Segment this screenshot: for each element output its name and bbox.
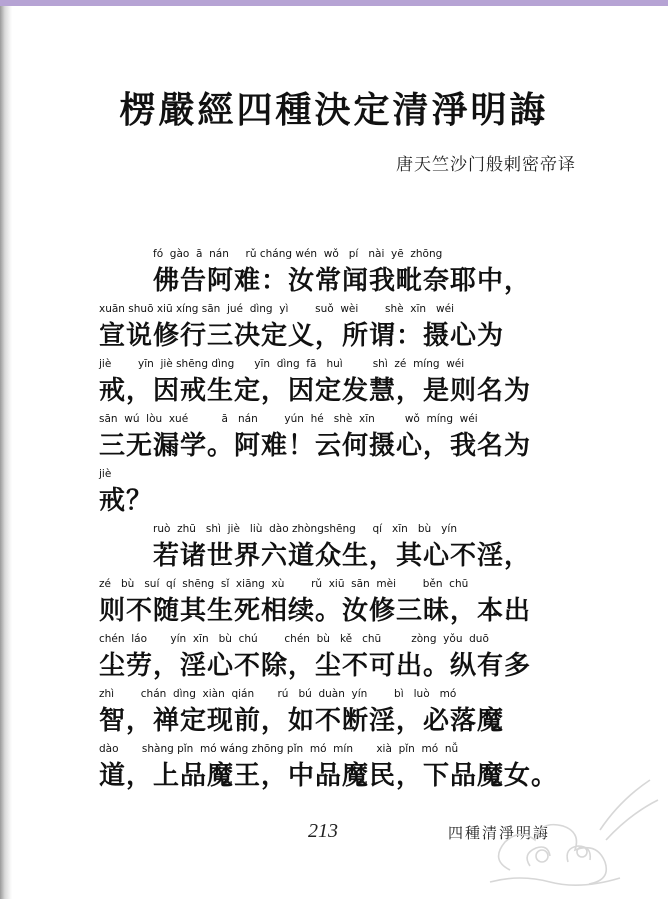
text-line [99, 248, 579, 303]
chinese-text: 尘劳，淫心不除，尘不可出。纵有多 [99, 651, 532, 681]
chinese-text: 佛告阿难：汝常闻我毗奈耶中， [153, 266, 532, 296]
chinese-text: 戒，因戒生定，因定发慧，是则名为 [99, 376, 532, 406]
text-line [99, 523, 579, 578]
scripture-text [99, 248, 579, 798]
pinyin-annotation: chén láo yín xīn bù chú chén bù kě chū zòng yǒu duō [99, 633, 489, 645]
pinyin-annotation: zé bù suí qí shēng sǐ xiāng xù rǔ xiū sān mèi běn chū [99, 578, 469, 590]
pinyin-annotation: jiè yīn jiè shēng dìng yīn dìng fā huì shì zé míng wéi [99, 358, 465, 370]
top-accent-bar [0, 0, 668, 6]
chinese-text: 道，上品魔王，中品魔民，下品魔女。 [99, 761, 559, 791]
text-line [99, 578, 579, 633]
pinyin-annotation: sān wú lòu xué ā nán yún hé shè xīn wǒ míng wéi [99, 413, 478, 425]
pinyin-annotation: zhì chán dìng xiàn qián rú bú duàn yín bì luò mó [99, 688, 457, 700]
text-line [99, 358, 579, 413]
pinyin-annotation: jiè [99, 468, 112, 480]
cloud-ornament-icon [470, 770, 660, 890]
pinyin-annotation: dào shàng pǐn mó wáng zhōng pǐn mó mín xià pǐn mó nǚ [99, 743, 459, 755]
chinese-text: 宣说修行三决定义，所谓：摄心为 [99, 321, 505, 351]
text-line [99, 688, 579, 743]
text-line [99, 633, 579, 688]
page-number: 213 [308, 820, 338, 842]
pinyin-annotation: ruò zhū shì jiè liù dào zhòngshēng qí xīn bù yín [153, 523, 457, 535]
chinese-text: 智，禅定现前，如不断淫，必落魔 [99, 706, 505, 736]
page-title: 楞嚴經四種決定清淨明誨 [119, 89, 549, 131]
page-left-edge-shadow [0, 6, 12, 899]
text-line [99, 468, 579, 523]
chinese-text: 若诸世界六道众生，其心不淫， [153, 541, 532, 571]
chinese-text: 三无漏学。阿难！云何摄心，我名为 [99, 431, 532, 461]
pinyin-annotation: xuān shuō xiū xíng sān jué dìng yì suǒ wèi shè xīn wéi [99, 303, 455, 315]
chinese-text: 则不随其生死相续。汝修三昧，本出 [99, 596, 532, 626]
text-line [99, 413, 579, 468]
running-title: 四種清淨明誨 [448, 824, 551, 842]
text-line [99, 303, 579, 358]
pinyin-annotation: fó gào ā nán rǔ cháng wén wǒ pí nài yē zhōng [153, 248, 443, 260]
translator-credit: 唐天竺沙门般剌密帝译 [396, 155, 576, 175]
chinese-text: 戒？ [99, 486, 154, 516]
